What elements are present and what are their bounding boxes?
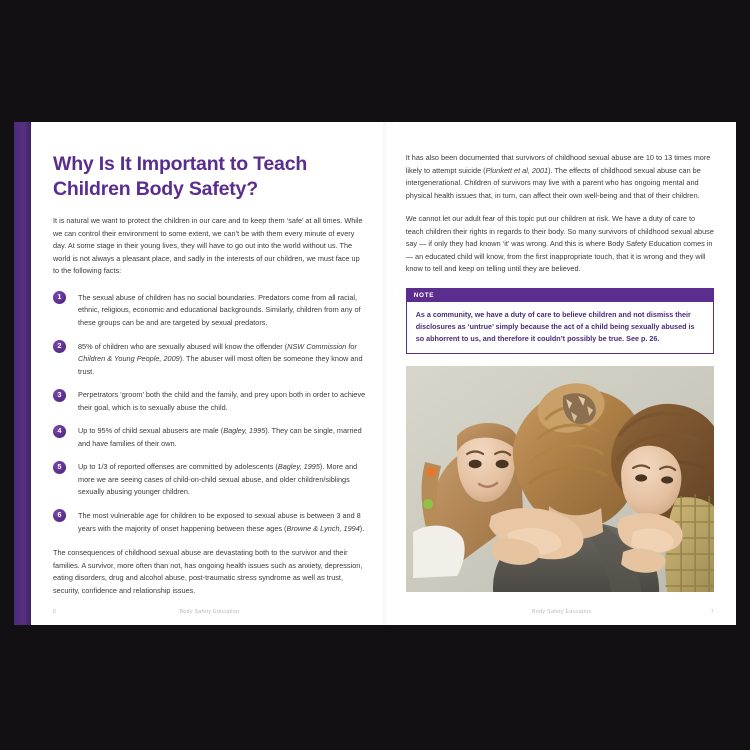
note-callout [406, 288, 714, 354]
photo-hugging-children [406, 366, 714, 592]
closing-paragraph: The consequences of childhood sexual abuse are devastating both to the survivor and their families. A survivor, more often than not, has ongoing health issues such as anxiety, depression, eating disorders, drug and alcohol abuse, post-traumatic stress syndrome as well as trust, security, confidence and relationship issues. [53, 548, 363, 595]
fact-text: Perpetrators ‘groom’ both the child and the family, and prey upon both in order to achieve their goal, which is to sexually abuse the child. [78, 390, 366, 412]
list-item [53, 510, 366, 535]
running-title: Body Safety Education [179, 609, 240, 615]
fact-citation: Bagley, 1995 [223, 426, 266, 436]
right-paragraph-2: We cannot let our adult fear of this topic put our children at risk. We have a duty of care to teach children their rights in regards to their body. So many survivors of childhood sexual abuse say — if only they had known ‘it’ was wrong. And this is where Body Safety Education comes in — an educated child will know, from the first inappropriate touch, that it is wrong and they will know to tell and keep on telling until they are believed. [405, 214, 714, 274]
fact-text-after: ). More and more we are seeing cases of child-on-child sexual abuse, and older children/siblings sexually abusing younger children. [78, 462, 358, 497]
list-item [53, 425, 366, 450]
list-item [53, 389, 366, 414]
fact-text-after: ). The abuser will most often be someone they know and trust. [78, 354, 363, 376]
running-title: Body Safety Education [531, 609, 592, 615]
fact-number-badge: 6 [53, 509, 66, 522]
fact-citation: Bagley, 1995 [277, 462, 320, 472]
fact-text: Up to 95% of child sexual abusers are male ( [78, 426, 224, 436]
right-paragraph-1 [406, 152, 714, 202]
page-number: 6 [53, 609, 57, 615]
note-text: As a community, we have a duty of care to believe children and not dismiss their disclosures as ‘untrue’ simply because the act of a child being sexually abused is so abhorrent to us, and therefore it couldn’t possibly be true. See p. 26. [415, 309, 695, 344]
book-spine [14, 122, 31, 625]
fact-text: 85% of children who are sexually abused will know the offender ( [78, 341, 288, 351]
footer-left [53, 609, 366, 615]
list-item [53, 461, 366, 499]
facts-list [53, 292, 366, 535]
fact-text-after: ). [359, 523, 365, 533]
page-title: Why Is It Important to Teach Children Body Safety? [53, 153, 308, 200]
footer-right [410, 609, 714, 615]
page-pair [31, 122, 736, 625]
fact-text: The most vulnerable age for children to be exposed to sexual abuse is between 3 and 8 years with the majority of onset happening between these ages ( [78, 510, 361, 533]
page-number: 7 [710, 609, 714, 615]
right-paragraph-1-after: ). The effects of childhood sexual abuse can be intergenerational. Children of survivors may live with a parent who has ongoing mental and physical health issues that, in turn, can affect their own well-being and that of their children. [405, 165, 701, 200]
fact-text: The sexual abuse of children has no social boundaries. Predators come from all racial, ethnic, religious, economic and educational backgrounds. Similarly, children from any of these groups can be and are targeted by sexual predators. [78, 292, 361, 327]
page-right [388, 122, 736, 625]
right-paragraph-1-citation: Plunkett et al, 2001 [485, 165, 549, 175]
right-paragraph-1-before: It has also been documented that survivors of childhood sexual abuse are 10 to 13 times more likely to attempt suicide ( [405, 153, 711, 175]
intro-paragraph: It is natural we want to protect the children in our care and to keep them ‘safe’ at all times. While we can control their environment to some extent, we can’t be with them every minute of every day. At some stage in their young lives, they will have to go out into the world without us. The world is not always a pleasant place, and sadly in the interests of our children, we must face up to the following facts: [53, 216, 363, 276]
fact-number-badge: 4 [53, 425, 66, 438]
fact-number-badge: 5 [53, 461, 66, 474]
fact-citation: NSW Commission for Children & Young People, 2009 [78, 341, 357, 364]
fact-citation: Browne & Lynch, 1994 [286, 523, 360, 533]
fact-text-after: ). They can be single, married and have families of their own. [78, 426, 362, 448]
fact-text: Up to 1/3 of reported offenses are committed by adolescents ( [78, 462, 278, 472]
list-item [53, 292, 366, 330]
fact-number-badge: 1 [53, 291, 66, 304]
book-spread [14, 122, 736, 625]
photo-illustration [406, 366, 714, 592]
list-item [53, 341, 366, 379]
note-label: NOTE [407, 289, 713, 302]
fact-number-badge: 2 [53, 340, 66, 353]
page-left [31, 122, 388, 625]
fact-number-badge: 3 [53, 389, 66, 402]
